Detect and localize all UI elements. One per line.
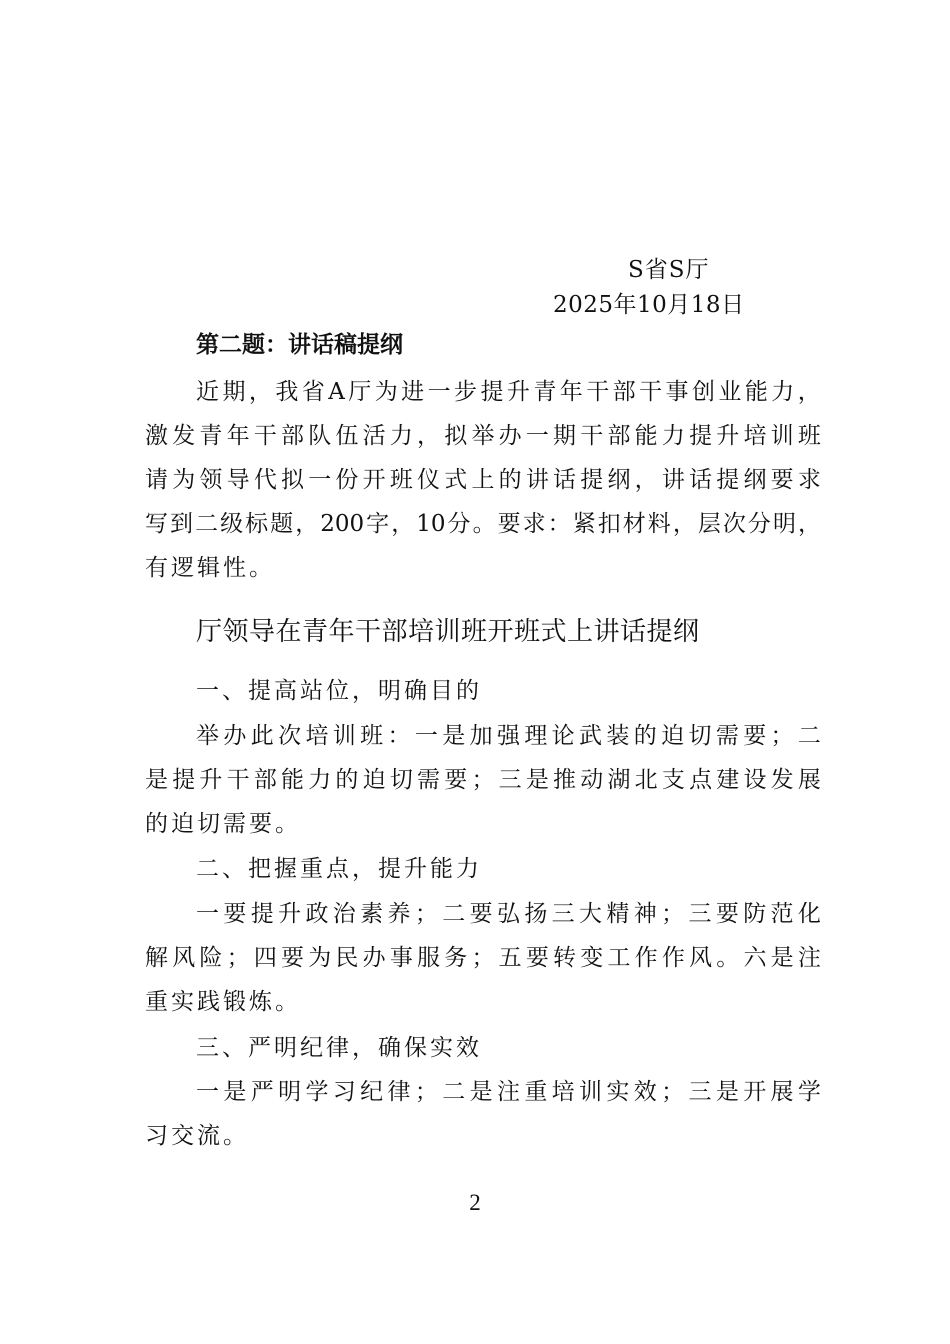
prompt-line: 激 发 青 年 干 部 队 伍 活 力 ， 拟 举 办 一 期 干 部 能 力 提 升 培 训 班 — [145, 423, 821, 449]
section-body-line: 一 要 提 升 政 治 素 养 ； 二 要 弘 扬 三 大 精 神 ； 三 要 防 范 化 — [196, 901, 821, 927]
section-body-line: 重实践锻炼。 — [145, 989, 301, 1015]
outline-title: 厅领导在青年干部培训班开班式上讲话提纲 — [196, 617, 700, 647]
section-body-line: 是 提 升 干 部 能 力 的 迫 切 需 要 ； 三 是 推 动 湖 北 支 点 建 设 发 展 — [145, 767, 821, 793]
prompt-line: 近 期 ， 我 省 A 厅 为 进 一 步 提 升 青 年 干 部 干 事 创 业 能 力 ， — [196, 379, 821, 405]
section-heading: 二、把握重点，提升能力 — [196, 856, 482, 882]
signature-org: S省S厅 — [628, 257, 710, 283]
section-heading: 三、严明纪律，确保实效 — [196, 1035, 482, 1061]
section-body-line: 一 是 严 明 学 习 纪 律 ； 二 是 注 重 培 训 实 效 ； 三 是 开 展 学 — [196, 1079, 821, 1105]
section-body-line: 的迫切需要。 — [145, 811, 301, 837]
question-title: 第二题：讲话稿提纲 — [196, 332, 403, 358]
prompt-line: 请 为 领 导 代 拟 一 份 开 班 仪 式 上 的 讲 话 提 纲 ， 讲 话 提 纲 要 求 — [145, 467, 821, 493]
section-body-line: 习交流。 — [145, 1123, 249, 1149]
signature-date: 2025年10月18日 — [553, 292, 745, 318]
section-heading: 一、提高站位，明确目的 — [196, 678, 482, 704]
page-number: 2 — [469, 1190, 481, 1215]
section-body-line: 解 风 险 ； 四 要 为 民 办 事 服 务 ； 五 要 转 变 工 作 作 风 。 六 是 注 — [145, 945, 821, 971]
prompt-line: 有逻辑性。 — [145, 555, 275, 581]
section-body-line: 举 办 此 次 培 训 班 ： 一 是 加 强 理 论 武 装 的 迫 切 需 要 ； 二 — [196, 723, 821, 749]
prompt-line: 写 到 二 级 标 题 ， 200 字 ， 10 分 。 要 求 ： 紧 扣 材 料 ， 层 次 分 明 ， — [145, 511, 821, 537]
